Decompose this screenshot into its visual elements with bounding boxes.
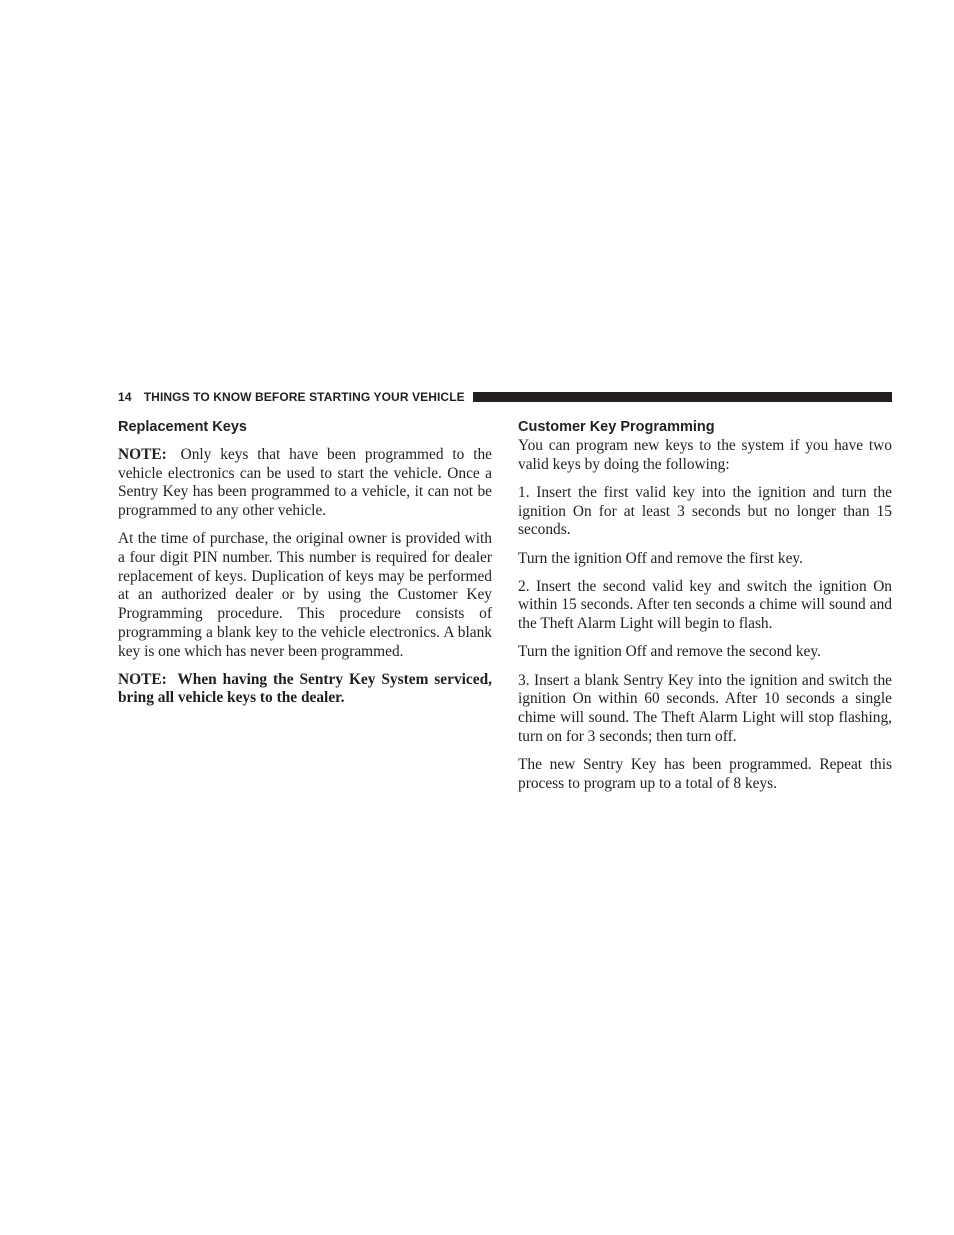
step-2: 2. Insert the second valid key and switch the ignition On within 15 seconds. After ten seconds a chime will sound and the Theft Alarm Light will begin to flash. xyxy=(518,577,892,633)
note-text: When having the Sentry Key System serviced, bring all vehicle keys to the dealer. xyxy=(118,670,492,707)
note-text: Only keys that have been programmed to the vehicle electronics can be used to start the vehicle. Once a Sentry Key has been programmed to a vehicle, it can not be programmed to any other vehicle. xyxy=(118,446,492,520)
header-rule xyxy=(473,392,892,402)
paragraph-closing: The new Sentry Key has been programmed. Repeat this process to program up to a total of 8 keys. xyxy=(518,755,892,792)
left-column xyxy=(118,416,492,718)
note-service xyxy=(118,671,492,708)
step-1: 1. Insert the first valid key into the ignition and turn the ignition On for at least 3 seconds but no longer than 15 seconds. xyxy=(518,483,892,539)
heading-customer-key-programming: Customer Key Programming xyxy=(518,419,715,435)
page-header xyxy=(118,389,892,405)
note-label: NOTE: xyxy=(118,670,167,688)
heading-replacement-keys: Replacement Keys xyxy=(118,419,247,435)
note-programmed-keys xyxy=(118,446,492,521)
page-number: 14 xyxy=(118,390,132,404)
step-2-after: Turn the ignition Off and remove the second key. xyxy=(518,643,821,661)
paragraph-intro: You can program new keys to the system if you have two valid keys by doing the following: xyxy=(518,437,892,473)
paragraph-pin-number: At the time of purchase, the original owner is provided with a four digit PIN number. This number is required for dealer replacement of keys. Duplication of keys may be performed at an authorized dealer or by using the Customer Key Programming procedure. This procedure consists of programming a blank key to the vehicle electronics. A blank key is one which has never been programmed. xyxy=(118,530,492,660)
right-column xyxy=(518,416,892,803)
section-title: THINGS TO KNOW BEFORE STARTING YOUR VEHICLE xyxy=(143,390,465,404)
step-3: 3. Insert a blank Sentry Key into the ignition and switch the ignition On within 60 seconds. After 10 seconds a single chime will sound. The Theft Alarm Light will stop flashing, turn on for 3 seconds; then turn off. xyxy=(518,671,892,745)
note-label: NOTE: xyxy=(118,446,167,463)
step-1-after: Turn the ignition Off and remove the first key. xyxy=(518,549,803,567)
